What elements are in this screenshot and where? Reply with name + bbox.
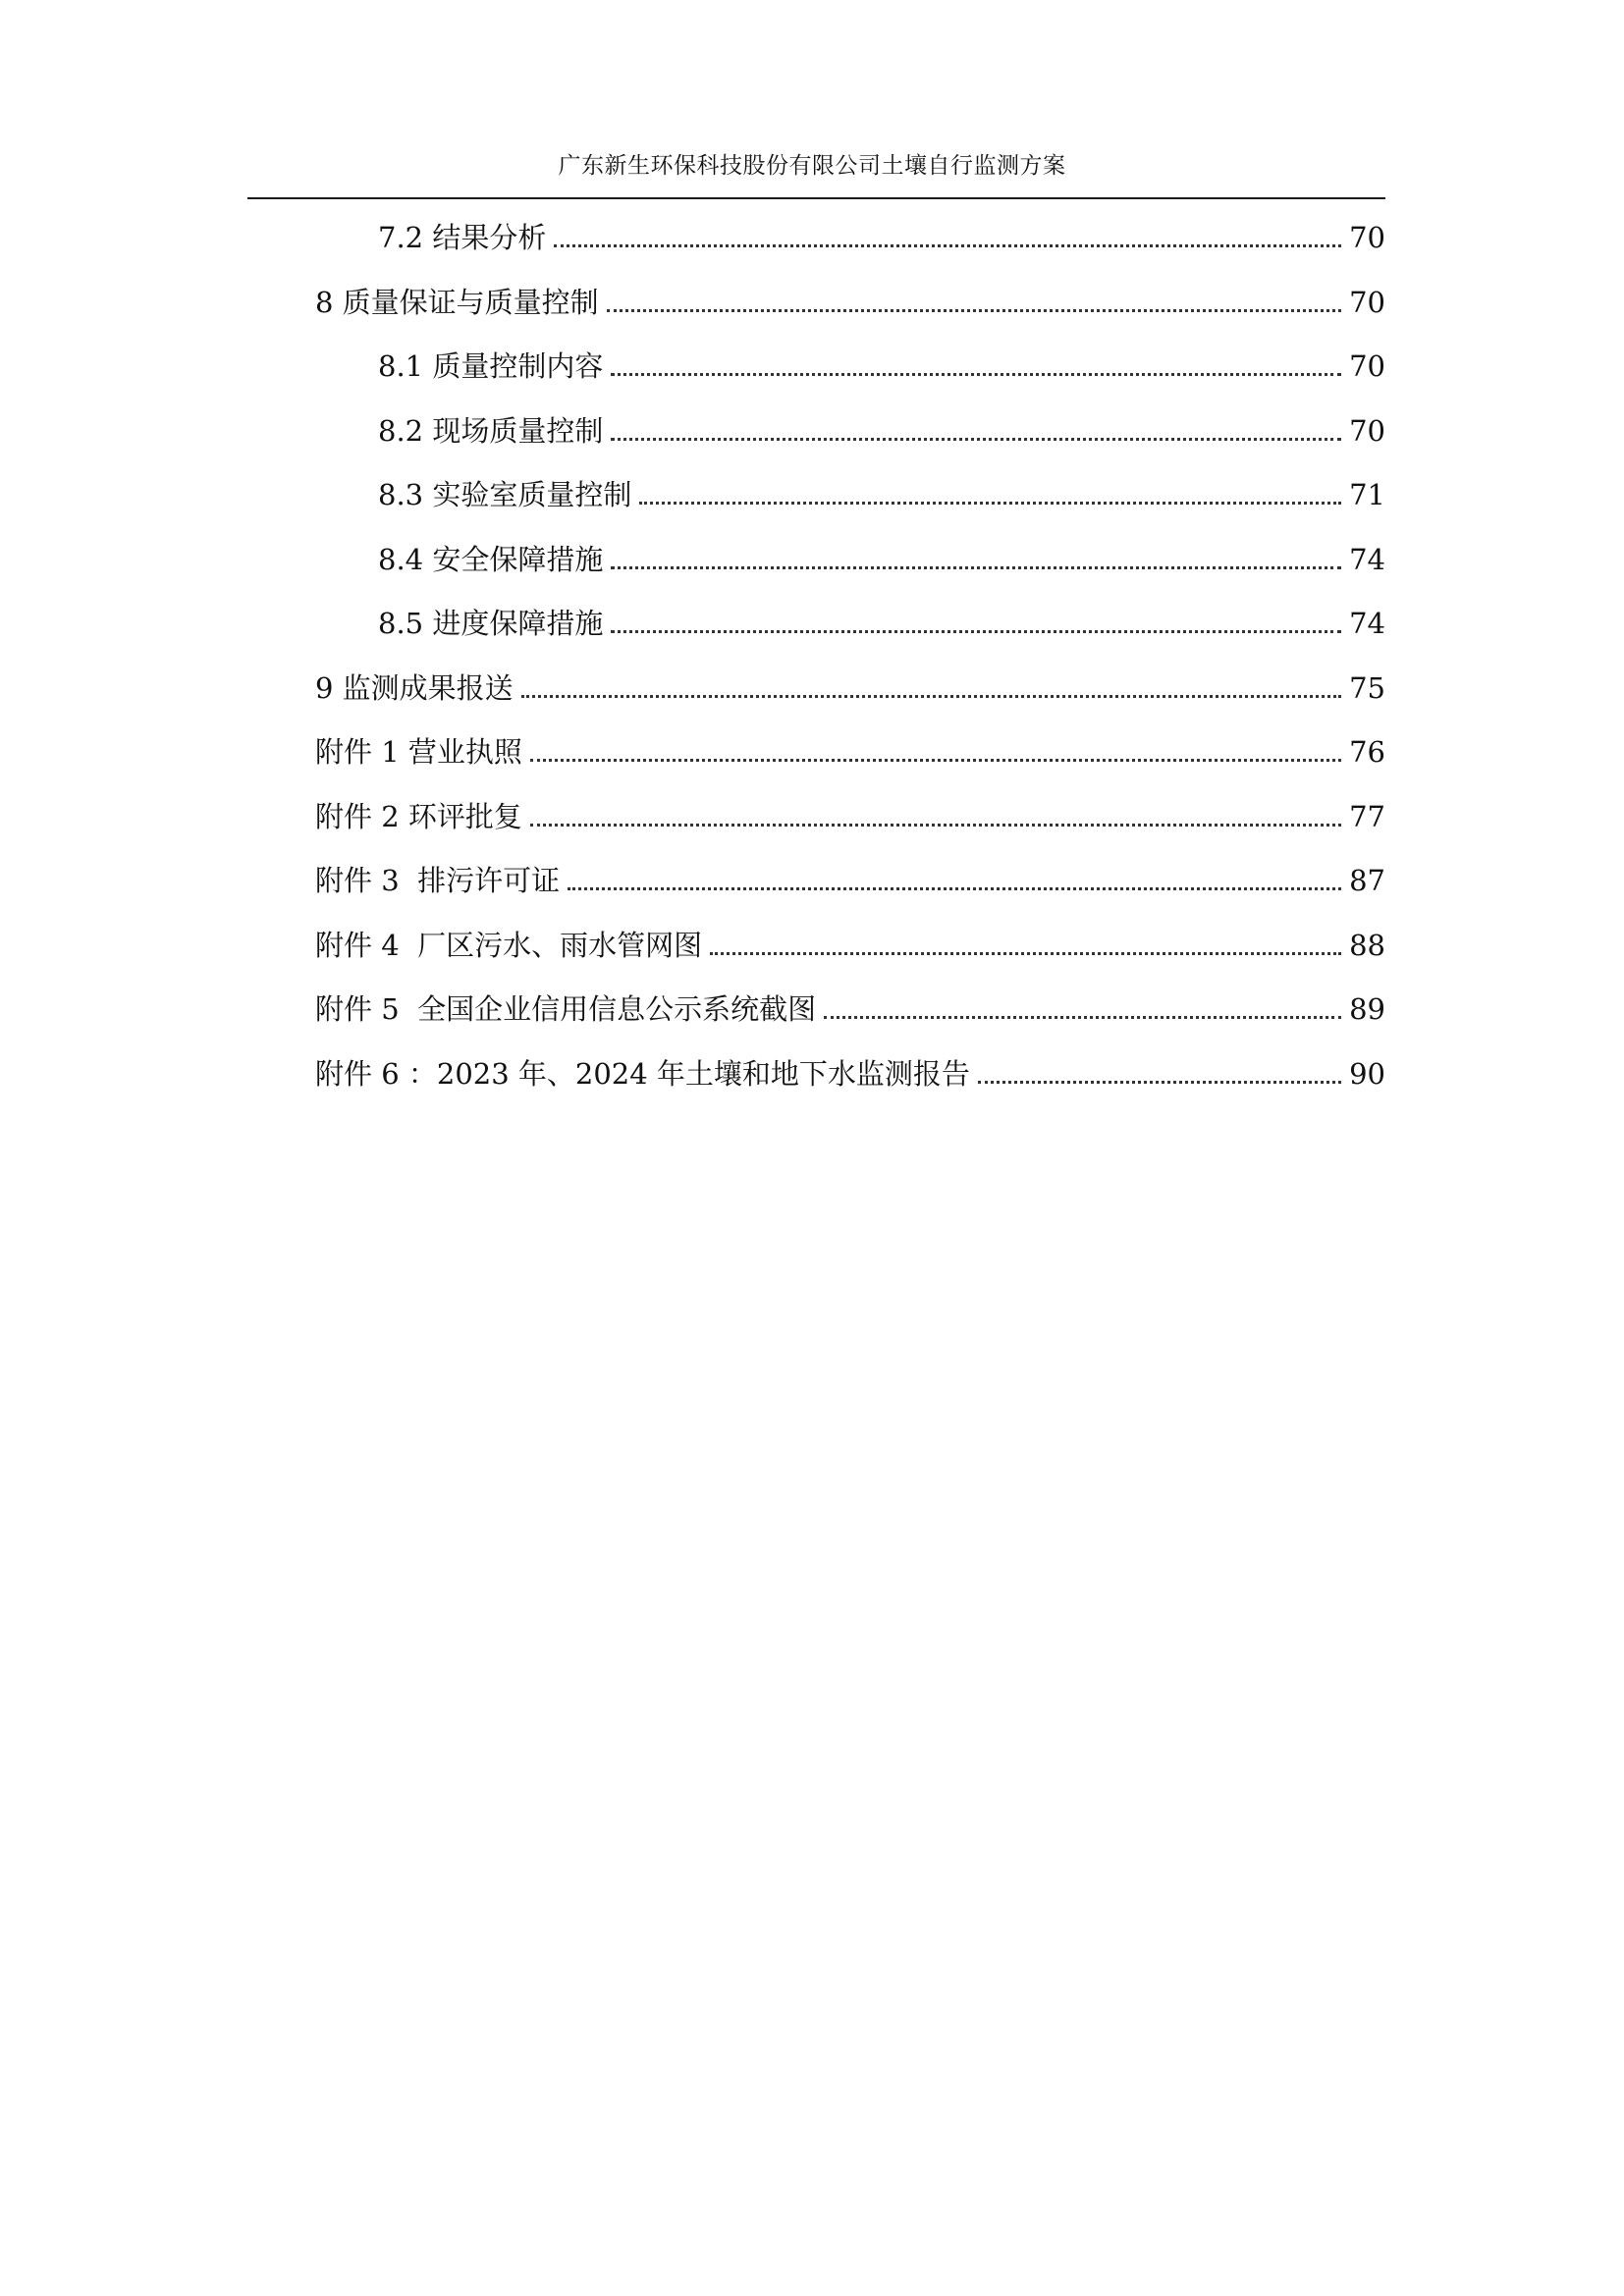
toc-dot-leader [611, 373, 1341, 376]
toc-entry-title: 8.3 实验室质量控制 [378, 478, 632, 511]
toc-entry-title: 8.2 现场质量控制 [378, 413, 604, 448]
toc-entry-page: 74 [1349, 542, 1385, 576]
toc-entry-page: 87 [1349, 864, 1385, 897]
toc-entry[interactable] [315, 983, 1385, 1026]
toc-entry-page: 70 [1349, 285, 1385, 319]
toc-entry-title: 8 质量保证与质量控制 [315, 285, 599, 319]
toc-entry-title: 附件 3 排污许可证 [315, 864, 561, 897]
toc-entry-page: 70 [1349, 349, 1385, 383]
toc-dot-leader [611, 630, 1341, 633]
toc-dot-leader [611, 438, 1341, 441]
toc-entry[interactable] [378, 340, 1385, 383]
toc-entry-title: 附件 4 厂区污水、雨水管网图 [315, 928, 703, 962]
toc-entry-page: 71 [1349, 478, 1385, 511]
toc-dot-leader [978, 1081, 1341, 1084]
toc-entry[interactable] [378, 468, 1385, 511]
toc-entry-page: 74 [1349, 607, 1385, 640]
toc-dot-leader [568, 887, 1341, 890]
toc-dot-leader [611, 566, 1341, 569]
toc-entry-title: 8.4 安全保障措施 [378, 542, 604, 576]
toc-entry-title: 附件 2 环评批复 [315, 799, 522, 833]
toc-dot-leader [639, 502, 1341, 505]
toc-entry-page: 75 [1349, 670, 1385, 705]
toc-entry[interactable] [378, 404, 1385, 448]
toc-entry-page: 90 [1349, 1056, 1385, 1091]
toc-dot-leader [607, 309, 1341, 312]
toc-entry[interactable] [315, 854, 1385, 897]
toc-entry-title: 附件 6 ：2023 年、2024 年土壤和地下水监测报告 [315, 1056, 970, 1091]
toc-entry-page: 88 [1349, 928, 1385, 962]
header-rule [247, 197, 1385, 199]
toc-dot-leader [710, 952, 1341, 955]
toc-dot-leader [824, 1016, 1341, 1019]
page-header: 广东新生环保科技股份有限公司土壤自行监测方案 [558, 153, 1066, 179]
toc-entry[interactable] [315, 919, 1385, 962]
toc-entry[interactable] [315, 790, 1385, 833]
toc-entry[interactable] [315, 1047, 1385, 1091]
toc-entry-title: 7.2 结果分析 [378, 221, 547, 254]
toc-entry-title: 9 监测成果报送 [315, 670, 514, 705]
toc-entry-page: 70 [1349, 221, 1385, 254]
toc-entry-page: 77 [1349, 799, 1385, 833]
toc-entry-title: 8.5 进度保障措施 [378, 607, 604, 640]
toc-entry-page: 89 [1349, 992, 1385, 1026]
toc-dot-leader [554, 244, 1341, 247]
toc-dot-leader [521, 695, 1341, 698]
toc-entry[interactable] [378, 533, 1385, 576]
toc-entry-page: 76 [1349, 735, 1385, 769]
toc-entry[interactable] [378, 211, 1385, 254]
toc-entry[interactable] [315, 725, 1385, 769]
toc-entry-page: 70 [1349, 413, 1385, 448]
toc-dot-leader [530, 759, 1341, 762]
toc-entry-title: 附件 5 全国企业信用信息公示系统截图 [315, 992, 817, 1026]
toc-entry[interactable] [378, 597, 1385, 640]
toc-entry-title: 8.1 质量控制内容 [378, 349, 604, 383]
toc-entry[interactable] [315, 662, 1385, 705]
toc-dot-leader [530, 824, 1341, 827]
toc-entry-title: 附件 1 营业执照 [315, 735, 522, 769]
toc-entry[interactable] [315, 276, 1385, 319]
